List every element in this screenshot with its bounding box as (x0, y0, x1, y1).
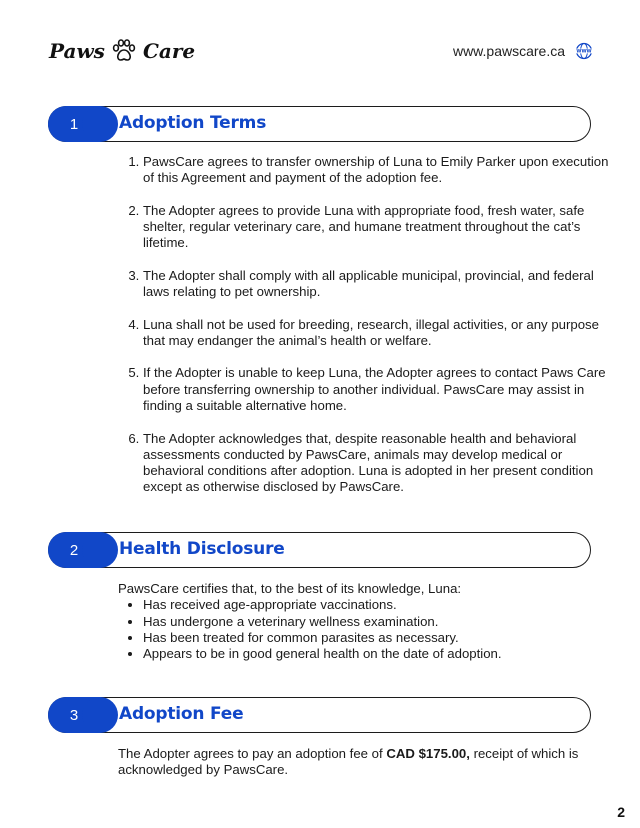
adoption-fee-paragraph (118, 746, 596, 779)
logo-text-care: Care (142, 39, 196, 63)
list-item: 4. Luna shall not be used for breeding, research, illegal activities, or any purpose that may endanger the animal’s health or welfare. (143, 317, 621, 350)
section-title: Adoption Terms (119, 113, 267, 133)
section-number-badge (48, 532, 100, 568)
list-item: • Has received age-appropriate vaccinations. (143, 597, 596, 613)
list-item: 1. PawsCare agrees to transfer ownership of Luna to Emily Parker upon execution of this Agreement and payment of the adoption fee. (143, 154, 621, 187)
fee-text-before: The Adopter agrees to pay an adoption fee of (118, 746, 387, 761)
list-item: • Has been treated for common parasites as necessary. (143, 630, 596, 646)
health-bullet-list (118, 597, 596, 662)
logo (49, 38, 195, 64)
section-number-badge (48, 106, 100, 142)
health-intro: PawsCare certifies that, to the best of its knowledge, Luna: (118, 581, 462, 596)
section-title: Adoption Fee (119, 704, 244, 724)
list-item: 5. If the Adopter is unable to keep Luna, the Adopter agrees to contact Paws Care before transferring ownership to another individual. PawsCare may assist in finding a suitable alternative home. (143, 365, 621, 414)
www-icon (575, 42, 593, 60)
health-disclosure-body (118, 581, 596, 662)
page-number: 2 (617, 804, 625, 820)
list-item: 2. The Adopter agrees to provide Luna with appropriate food, fresh water, safe shelter, regular veterinary care, and humane treatment throughout the cat’s lifetime. (143, 203, 621, 252)
section-number-badge (48, 697, 100, 733)
svg-text:WWW: WWW (576, 49, 592, 55)
section-header-adoption-fee (48, 697, 591, 733)
paw-icon (111, 38, 137, 64)
adoption-terms-list (118, 154, 621, 512)
list-item: 6. The Adopter acknowledges that, despite reasonable health and behavioral assessments conducted by PawsCare, animals may develop medical or behavioral conditions after adoption. Luna is adopted in her present condition except as otherwise disclosed by PawsCare. (143, 431, 621, 496)
section-number: 2 (69, 541, 79, 559)
website-info (453, 42, 593, 60)
section-title: Health Disclosure (119, 539, 285, 559)
list-item: 3. The Adopter shall comply with all applicable municipal, provincial, and federal laws relating to pet ownership. (143, 268, 621, 301)
section-header-health-disclosure (48, 532, 591, 568)
section-header-adoption-terms (48, 106, 591, 142)
fee-text-after: receipt of which is acknowledged by PawsCare. (118, 746, 579, 778)
section-number: 1 (69, 115, 79, 133)
website-url[interactable]: www.pawscare.ca (452, 43, 565, 59)
fee-amount: CAD $175.00, (386, 746, 470, 761)
section-number: 3 (69, 706, 79, 724)
list-item: • Appears to be in good general health on the date of adoption. (143, 646, 596, 662)
list-item: • Has undergone a veterinary wellness examination. (143, 614, 596, 630)
logo-text-paws: Paws (49, 39, 105, 63)
